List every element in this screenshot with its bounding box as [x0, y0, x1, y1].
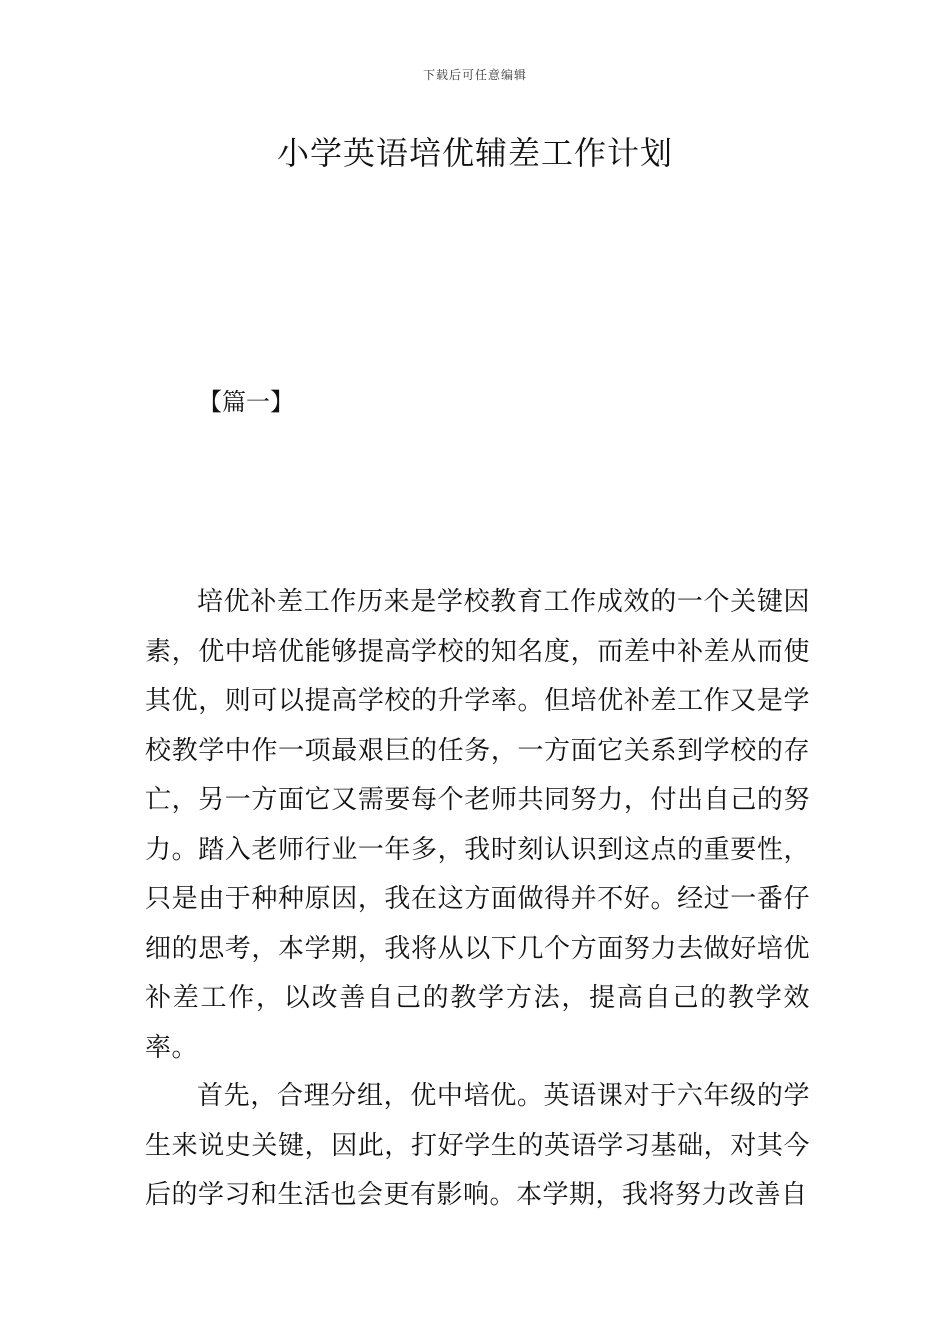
body-paragraph-2: 首先，合理分组，优中培优。英语课对于六年级的学生来说史关键，因此，打好学生的英语学习基础，对其今后的学习和生活也会更有影响。本学期，我将努力改善自 [145, 1081, 810, 1210]
section-label: 【篇一】 [198, 388, 294, 416]
document-title: 小学英语培优辅差工作计划 [276, 134, 673, 172]
header-note: 下载后可任意编辑 [422, 68, 527, 82]
body-paragraph-1: 培优补差工作历来是学校教育工作成效的一个关键因素，优中培优能够提高学校的知名度，而差中补差从而使其优，则可以提高学校的升学率。但培优补差工作又是学校教学中作一项最艰巨的任务，一方面它关系到学校的存亡，另一方面它又需要每个老师共同努力，付出自己的努力。踏入老师行业一年多，我时刻认识到这点的重要性，只是由于种种原因，我在这方面做得并不好。经过一番仔细的思考，本学期，我将从以下几个方面努力去做好培优补差工作，以改善自己的教学方法，提高自己的教学效率。 [145, 587, 810, 1063]
